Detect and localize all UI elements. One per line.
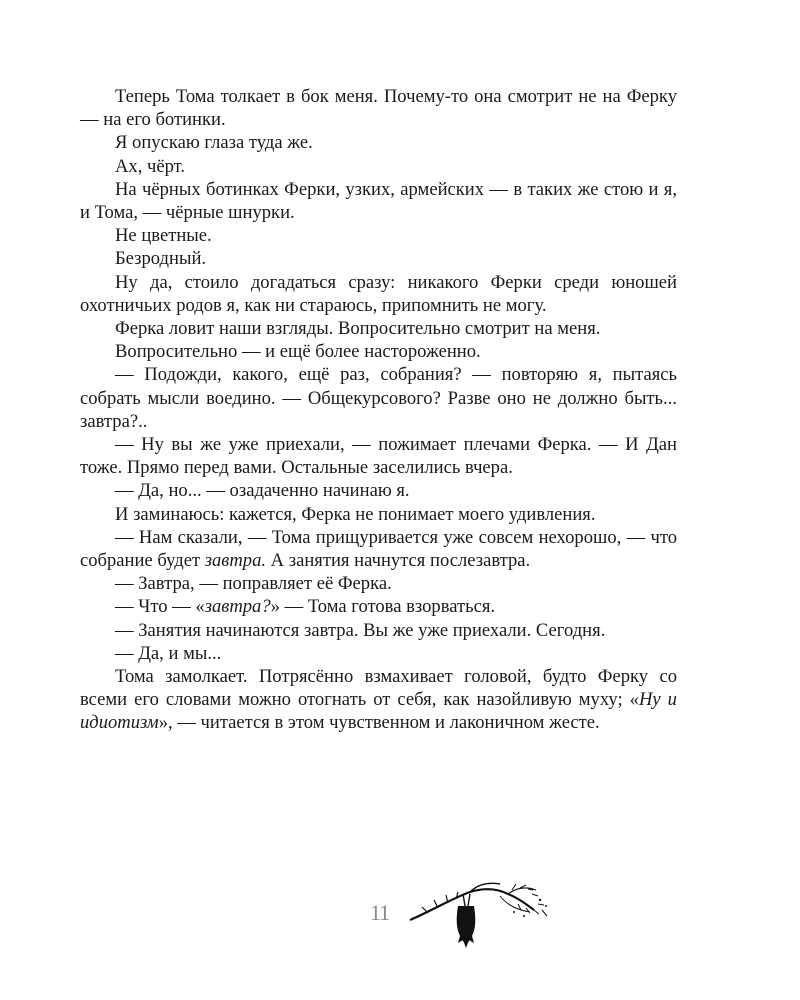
paragraph: [80, 131, 677, 154]
text-run: На чёрных ботинках Ферки, узких, армейских — в таких же стою и я, и Тома, — чёрные шнурки.: [80, 178, 677, 224]
paragraph: [80, 340, 677, 363]
text-run: — Подожди, какого, ещё раз, собрания? — повторяю я, пытаясь собрать мысли воедино. — Общекурсового? Разве оно не должно быть... завтра?..: [80, 364, 677, 432]
paragraph: [80, 642, 677, 665]
paragraph: [80, 247, 677, 270]
text-run: — Нам сказали, — Тома прищуривается уже совсем нехорошо, — что собрание будет: [80, 526, 677, 572]
paragraph: [80, 155, 677, 178]
text-run: Я опускаю глаза туда же.: [115, 132, 313, 154]
text-run: Ах, чёрт.: [115, 155, 186, 177]
text-run: Ферка ловит наши взгляды. Вопросительно смотрит на меня.: [115, 318, 601, 340]
text-run: И заминаюсь: кажется, Ферка не понимает моего удивления.: [115, 503, 596, 525]
paragraph: [80, 317, 677, 340]
body-text: [80, 85, 677, 735]
paragraph: [80, 572, 677, 595]
text-run: А занятия начнутся послезавтра.: [266, 550, 531, 572]
paragraph: [80, 178, 677, 224]
paragraph: [80, 271, 677, 317]
paragraph: [80, 363, 677, 433]
paragraph: [80, 479, 677, 502]
paragraph: [80, 595, 677, 618]
italic-text: завтра?: [204, 596, 271, 618]
text-run: — Ну вы же уже приехали, — пожимает плечами Ферка. — И Дан тоже. Прямо перед вами. Остальные заселились вчера.: [80, 434, 677, 479]
text-run: — Занятия начинаются завтра. Вы же уже приехали. Сегодня.: [115, 619, 606, 641]
paragraph: [80, 85, 677, 131]
text-run: — Что — «: [115, 596, 205, 618]
paragraph: [80, 526, 677, 572]
paragraph: [80, 503, 677, 526]
text-run: Ну да, стоило догадаться сразу: никакого Ферки среди юношей охотничьих родов я, как ни стараюсь, припомнить не могу.: [80, 271, 677, 316]
italic-text: завтра.: [204, 550, 267, 572]
text-run: Тома замолкает. Потрясённо взмахивает головой, будто Ферку со всеми его словами можно отогнать от себя, как назойливую муху; «: [80, 666, 677, 711]
text-run: Безродный.: [115, 248, 207, 270]
bat-on-branch-icon: [408, 880, 558, 955]
italic-text: Ну и идиотизм: [80, 689, 677, 734]
paragraph: [80, 619, 677, 642]
text-run: — Да, но... — озадаченно начинаю я.: [115, 480, 410, 502]
paragraph: [80, 665, 677, 735]
text-run: », — читается в этом чувственном и лаконичном жесте.: [158, 712, 600, 734]
text-run: — Да, и мы...: [115, 642, 222, 664]
text-run: Не цветные.: [115, 225, 212, 247]
text-run: — Завтра, — поправляет её Ферка.: [115, 573, 392, 595]
paragraph: [80, 433, 677, 479]
page-footer: [340, 880, 560, 960]
text-run: Теперь Тома толкает в бок меня. Почему-то она смотрит не на Ферку — на его ботинки.: [80, 86, 677, 131]
text-run: Вопросительно — и ещё более настороженно.: [115, 341, 481, 363]
text-run: » — Тома готова взорваться.: [270, 596, 496, 618]
page-number: 11: [370, 900, 390, 925]
paragraph: [80, 224, 677, 247]
